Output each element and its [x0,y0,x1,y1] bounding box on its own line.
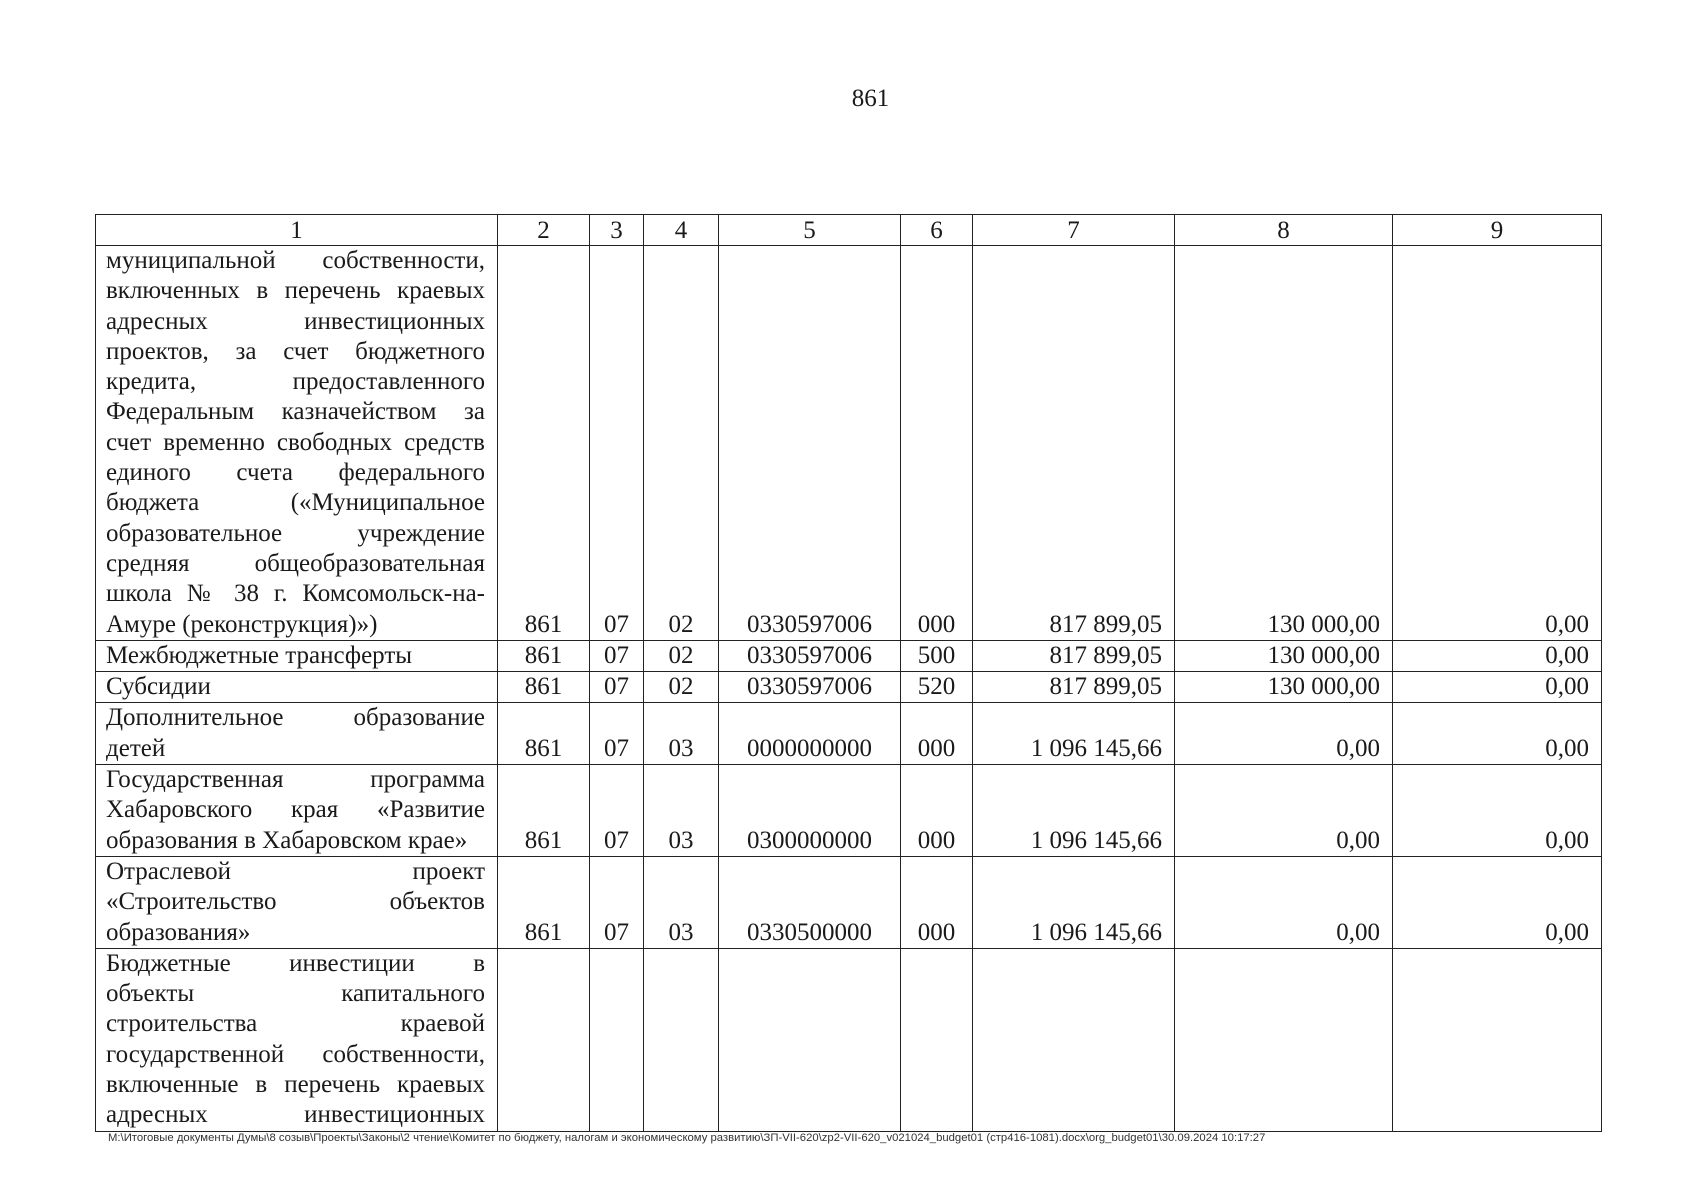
table-row [96,765,1602,857]
cell-item-name [96,672,498,703]
cell-item-name [96,246,498,641]
cell-target-article: 0000000000 [719,703,901,765]
item-name-line: кредита, предоставленного [106,368,485,396]
cell-amount-col9: 0,00 [1393,640,1602,671]
cell-subsection: 03 [644,703,719,765]
cell-subsection: 02 [644,246,719,641]
cell-grbs [498,948,590,1131]
cell-grbs: 861 [498,246,590,641]
column-header: 5 [719,215,901,246]
footer-file-path: M:\Итоговые документы Думы\8 созыв\Проекты\Законы\2 чтение\Комитет по бюджету, налогам и экономическому развитию\ЗП-VII-620\zp2-VII-620_v021024_budget01 (стр416-1081).docx\org_budget01\30.09.2024 10:17:27 [108,1132,1266,1144]
cell-amount-col8: 0,00 [1175,703,1393,765]
item-name-line: Федеральным казначейством за [106,398,485,426]
cell-section: 07 [590,703,644,765]
item-name-line: адресных инвестиционных [106,1101,485,1129]
item-name-line: единого счета федерального [106,459,485,487]
item-name-line: включенных в перечень краевых [106,277,485,305]
item-name-line: образования» [106,918,251,946]
column-header: 6 [901,215,973,246]
column-header: 3 [590,215,644,246]
cell-section: 07 [590,672,644,703]
cell-grbs: 861 [498,640,590,671]
column-header: 8 [1175,215,1393,246]
item-name-line: бюджета («Муниципальное [106,489,485,517]
table-row [96,672,1602,703]
cell-amount-col8: 130 000,00 [1175,640,1393,671]
cell-amount-col7: 1 096 145,66 [973,703,1175,765]
column-header: 9 [1393,215,1602,246]
budget-table [95,214,1602,1132]
cell-section: 07 [590,246,644,641]
cell-subsection: 02 [644,640,719,671]
cell-expense-type: 000 [901,703,973,765]
item-name-line: строительства краевой [106,1010,485,1038]
table-row [96,948,1602,1131]
cell-expense-type: 000 [901,856,973,948]
cell-target-article: 0300000000 [719,765,901,857]
cell-subsection: 03 [644,765,719,857]
item-name-line: Бюджетные инвестиции в [106,949,485,977]
item-name-line: средняя общеобразовательная [106,549,485,577]
cell-item-name [96,765,498,857]
cell-target-article: 0330597006 [719,672,901,703]
cell-amount-col9: 0,00 [1393,765,1602,857]
column-header: 2 [498,215,590,246]
cell-target-article: 0330597006 [719,246,901,641]
cell-item-name [96,948,498,1131]
cell-section: 07 [590,640,644,671]
item-name-line: Хабаровского края «Развитие [106,796,485,824]
item-name-line: адресных инвестиционных [106,307,485,335]
item-name-line: Субсидии [106,673,211,701]
cell-amount-col7 [973,948,1175,1131]
cell-amount-col9: 0,00 [1393,703,1602,765]
cell-amount-col8: 130 000,00 [1175,672,1393,703]
cell-subsection: 02 [644,672,719,703]
column-header: 4 [644,215,719,246]
cell-expense-type [901,948,973,1131]
page-number: 861 [851,85,890,112]
cell-amount-col7: 817 899,05 [973,672,1175,703]
cell-item-name [96,856,498,948]
item-name-line: Отраслевой проект [106,857,485,885]
cell-grbs: 861 [498,765,590,857]
cell-amount-col9: 0,00 [1393,856,1602,948]
cell-grbs: 861 [498,703,590,765]
cell-amount-col7: 817 899,05 [973,246,1175,641]
cell-grbs: 861 [498,672,590,703]
cell-subsection: 03 [644,856,719,948]
cell-amount-col7: 1 096 145,66 [973,856,1175,948]
cell-amount-col8: 0,00 [1175,765,1393,857]
cell-expense-type: 000 [901,246,973,641]
cell-amount-col7: 1 096 145,66 [973,765,1175,857]
cell-expense-type: 520 [901,672,973,703]
table-header-row [96,215,1602,246]
cell-target-article: 0330500000 [719,856,901,948]
item-name-line: Межбюджетные трансферты [106,641,413,669]
cell-amount-col8 [1175,948,1393,1131]
cell-amount-col9: 0,00 [1393,246,1602,641]
cell-amount-col7: 817 899,05 [973,640,1175,671]
cell-grbs: 861 [498,856,590,948]
cell-target-article: 0330597006 [719,640,901,671]
cell-section: 07 [590,856,644,948]
cell-amount-col8: 0,00 [1175,856,1393,948]
cell-expense-type: 500 [901,640,973,671]
cell-amount-col8: 130 000,00 [1175,246,1393,641]
table-row [96,703,1602,765]
table-row [96,856,1602,948]
item-name-line: Дополнительное образование [106,704,485,732]
cell-subsection [644,948,719,1131]
item-name-line: школа № 38 г. Комсомольск-на- [106,580,485,608]
cell-item-name [96,703,498,765]
item-name-line: «Строительство объектов [106,888,485,916]
item-name-line: проектов, за счет бюджетного [106,337,485,365]
item-name-line: образования в Хабаровском крае» [106,826,468,854]
cell-target-article [719,948,901,1131]
cell-expense-type: 000 [901,765,973,857]
cell-amount-col9: 0,00 [1393,672,1602,703]
column-header: 7 [973,215,1175,246]
table-row [96,640,1602,671]
cell-item-name [96,640,498,671]
column-header: 1 [96,215,498,246]
item-name-line: Амуре (реконструкция)») [106,610,378,638]
item-name-line: Государственная программа [106,766,485,794]
table-body [96,246,1602,1132]
item-name-line: государственной собственности, [106,1040,485,1068]
cell-amount-col9 [1393,948,1602,1131]
cell-section [590,948,644,1131]
item-name-line: муниципальной собственности, [106,247,485,274]
item-name-line: объекты капитального [106,980,485,1008]
item-name-line: детей [106,734,166,762]
cell-section: 07 [590,765,644,857]
item-name-line: включенные в перечень краевых [106,1071,485,1099]
table-row [96,246,1602,641]
item-name-line: счет временно свободных средств [106,428,485,456]
item-name-line: образовательное учреждение [106,519,485,547]
